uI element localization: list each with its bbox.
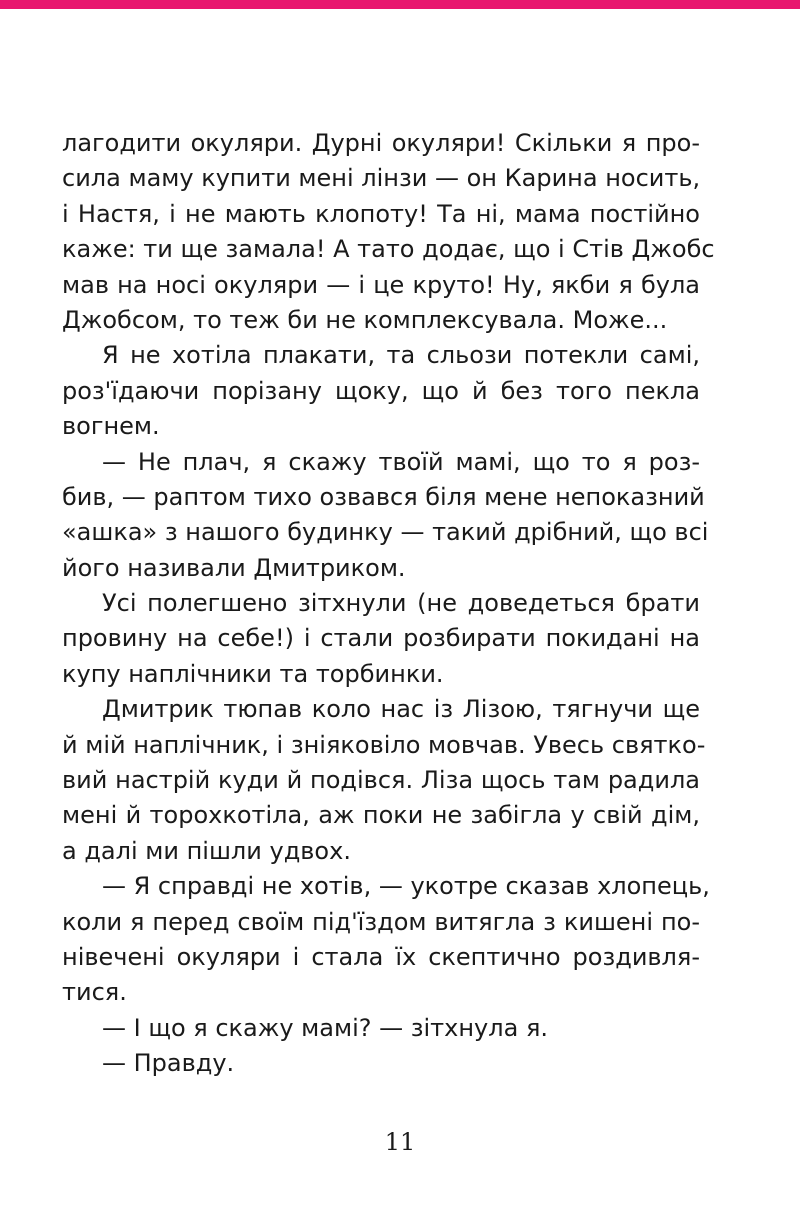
text-line: провину на себе!) і стали розбирати покидані на <box>62 624 700 653</box>
text-line: Усі полегшено зітхнули (не доведеться брати <box>102 589 700 618</box>
text-line: бив, — раптом тихо озвався біля мене непоказний <box>62 482 705 511</box>
text-line: мав на носі окуляри — і це круто! Ну, якби я була <box>62 270 700 299</box>
text-line: й мій наплічник, і зніяковіло мовчав. Увесь святко- <box>62 730 706 759</box>
text-line: тися. <box>62 978 127 1007</box>
body-text <box>62 126 715 1082</box>
text-line: його називали Дмитриком. <box>62 553 406 582</box>
text-line: вий настрій куди й подівся. Ліза щось там радила <box>62 766 700 795</box>
paragraph <box>62 126 715 338</box>
paragraph <box>62 1046 700 1081</box>
text-line: каже: ти ще замала! А тато додає, що і Стів Джобс <box>62 235 715 264</box>
text-line: лагодити окуляри. Дурні окуляри! Скільки я про- <box>62 129 700 157</box>
text-line: роз'їдаючи порізану щоку, що й без того пекла <box>62 376 700 405</box>
text-line: — Правду. <box>102 1049 235 1078</box>
text-line: мені й торохкотіла, аж поки не забігла у свій дім, <box>62 801 700 830</box>
text-line: а далі ми пішли удвох. <box>62 836 351 865</box>
text-line: сила маму купити мені лінзи — он Карина носить, <box>62 164 701 193</box>
paragraph <box>62 338 700 444</box>
text-line: нівечені окуляри і стала їх скептично роздивля- <box>62 942 700 971</box>
text-line: Дмитрик тюпав коло нас із Лізою, тягнучи ще <box>102 695 700 724</box>
text-line: вогнем. <box>62 412 160 441</box>
text-line: — І що я скажу мамі? — зітхнула я. <box>102 1013 549 1042</box>
text-line: «ашка» з нашого будинку — такий дрібний, що всі <box>62 518 709 547</box>
paragraph <box>62 586 700 692</box>
paragraph <box>62 1011 700 1046</box>
page-number: 11 <box>384 1128 416 1156</box>
text-line: і Настя, і не мають клопоту! Та ні, мама постійно <box>62 199 700 228</box>
text-line: коли я перед своїм під'їздом витягла з кишені по- <box>62 907 700 936</box>
text-line: Джобсом, то теж би не комплексувала. Може... <box>62 305 668 334</box>
page-top-accent-bar <box>0 0 800 9</box>
paragraph <box>62 869 710 1011</box>
paragraph <box>62 692 706 869</box>
text-line: — Я справді не хотів, — укотре сказав хлопець, <box>102 872 710 901</box>
paragraph <box>62 445 709 587</box>
text-line: купу наплічники та торбинки. <box>62 659 444 688</box>
text-line: — Не плач, я скажу твоїй мамі, що то я роз- <box>102 447 700 476</box>
text-line: Я не хотіла плакати, та сльози потекли самі, <box>102 341 700 370</box>
